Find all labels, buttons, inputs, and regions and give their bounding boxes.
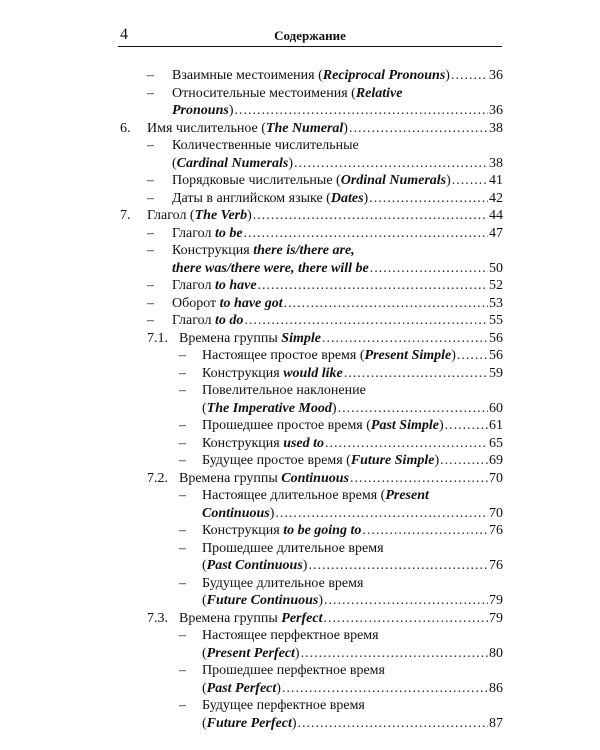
entry-text: Прошедшее длительное время bbox=[202, 540, 384, 556]
entry-title bbox=[202, 418, 444, 434]
entry-english-term: Past Perfect bbox=[206, 680, 277, 696]
entry-text-suffix: ) bbox=[228, 103, 234, 118]
entry-english-term: Future Continuous bbox=[206, 593, 319, 608]
entry-title bbox=[202, 698, 365, 714]
toc-entry[interactable] bbox=[172, 313, 503, 329]
dot-leader bbox=[338, 401, 488, 417]
entry-title bbox=[179, 331, 321, 347]
dot-leader bbox=[350, 471, 488, 487]
toc-entry[interactable] bbox=[202, 541, 503, 557]
entry-english-term: Simple bbox=[281, 330, 321, 346]
entry-text: Настоящее простое время ( bbox=[202, 348, 365, 363]
entry-text: Конструкция bbox=[202, 435, 284, 451]
entry-text: ( bbox=[202, 593, 207, 608]
section-number: 7. bbox=[120, 208, 131, 223]
entry-title bbox=[202, 523, 361, 539]
entry-text: Конструкция bbox=[172, 243, 254, 258]
entry-title bbox=[172, 86, 402, 102]
entry-text-suffix: ) bbox=[247, 208, 252, 223]
dash-marker: – bbox=[147, 68, 154, 83]
dash-marker: – bbox=[179, 418, 186, 433]
page-reference: 38 bbox=[489, 155, 503, 171]
entry-text: Настоящее перфектное время bbox=[202, 628, 379, 643]
dot-leader bbox=[370, 261, 488, 277]
entry-text: Порядковые числительные ( bbox=[172, 173, 341, 188]
entry-title bbox=[172, 103, 233, 119]
entry-english-term: The Verb bbox=[194, 208, 248, 223]
page-reference: 50 bbox=[489, 260, 503, 276]
toc-entry[interactable] bbox=[147, 208, 503, 224]
entry-title bbox=[172, 313, 243, 329]
page-reference: 56 bbox=[489, 330, 503, 346]
page-reference: 60 bbox=[489, 400, 503, 416]
dot-leader bbox=[344, 366, 488, 382]
entry-text: ( bbox=[202, 645, 207, 661]
dash-marker: – bbox=[179, 435, 186, 451]
toc-entry[interactable] bbox=[202, 698, 503, 714]
toc-entry[interactable] bbox=[202, 453, 503, 469]
entry-title bbox=[202, 383, 366, 399]
toc-entry[interactable] bbox=[179, 471, 503, 487]
entry-english-term: Continuous bbox=[281, 470, 349, 486]
toc-entry[interactable] bbox=[202, 663, 503, 679]
entry-english-term: to do bbox=[214, 313, 244, 328]
entry-text-suffix: ) bbox=[446, 173, 451, 188]
entry-text: Настоящее длительное время ( bbox=[202, 488, 386, 503]
toc-entry[interactable] bbox=[202, 681, 503, 697]
entry-english-term: Dates bbox=[330, 190, 364, 206]
toc-entry[interactable] bbox=[202, 523, 503, 539]
entry-text: Глагол ( bbox=[147, 208, 195, 223]
dot-leader bbox=[244, 226, 488, 242]
entry-text: Глагол bbox=[172, 313, 215, 328]
dash-marker: – bbox=[147, 85, 154, 101]
entry-text: Будущее простое время ( bbox=[202, 453, 351, 468]
entry-english-term: Future Perfect bbox=[206, 715, 292, 731]
page-reference: 36 bbox=[489, 103, 503, 118]
dot-leader bbox=[440, 453, 488, 469]
entry-english-term: to be bbox=[214, 225, 243, 241]
entry-text: ( bbox=[202, 715, 207, 731]
dash-marker: – bbox=[147, 225, 154, 241]
dot-leader bbox=[253, 208, 488, 224]
page-reference: 55 bbox=[489, 313, 503, 328]
dash-marker: – bbox=[179, 488, 186, 503]
dot-leader bbox=[275, 506, 488, 522]
toc-entry[interactable] bbox=[179, 611, 503, 627]
entry-text: Времена группы bbox=[179, 610, 282, 626]
entry-text: Относительные местоимения ( bbox=[172, 85, 356, 101]
entry-title bbox=[179, 611, 322, 627]
dash-marker: – bbox=[179, 575, 186, 591]
entry-title bbox=[202, 366, 343, 382]
entry-text: Даты в английском языке ( bbox=[172, 190, 331, 206]
entry-text: Повелительное наклонение bbox=[202, 383, 366, 398]
dash-marker: – bbox=[147, 295, 154, 311]
dash-marker: – bbox=[179, 540, 186, 556]
toc-entry[interactable] bbox=[202, 436, 503, 452]
toc-entry[interactable] bbox=[202, 576, 503, 592]
entry-title bbox=[172, 243, 355, 259]
page-reference: 59 bbox=[489, 365, 503, 381]
entry-text: ( bbox=[202, 680, 207, 696]
entry-english-term: there was/there were, there will be bbox=[172, 260, 369, 276]
toc-entry[interactable] bbox=[202, 348, 503, 364]
dash-marker: – bbox=[147, 173, 154, 188]
toc-entry[interactable] bbox=[202, 558, 503, 574]
entry-title bbox=[202, 453, 439, 469]
entry-title bbox=[202, 488, 429, 504]
entry-text: Конструкция bbox=[202, 523, 284, 538]
dash-marker: – bbox=[147, 278, 154, 293]
page-reference: 70 bbox=[489, 470, 503, 486]
entry-text-suffix: ) bbox=[451, 348, 456, 363]
dot-leader bbox=[298, 716, 489, 732]
entry-title bbox=[172, 278, 257, 294]
entry-title bbox=[147, 208, 252, 224]
entry-english-term: The Numeral bbox=[265, 120, 344, 136]
toc-entry[interactable] bbox=[202, 366, 503, 382]
toc-entry[interactable] bbox=[202, 401, 503, 417]
section-number: 7.3. bbox=[147, 610, 168, 626]
entry-title bbox=[202, 716, 297, 732]
entry-title bbox=[202, 348, 456, 364]
entry-text-suffix: ) bbox=[288, 155, 293, 171]
entry-english-term: Cardinal Numerals bbox=[176, 155, 289, 171]
running-title: Содержание bbox=[274, 28, 346, 43]
entry-text: Имя числительное ( bbox=[147, 120, 266, 136]
toc-entry[interactable] bbox=[172, 191, 503, 207]
toc-entry[interactable] bbox=[202, 646, 503, 662]
dot-leader bbox=[369, 191, 488, 207]
entry-text-suffix: ) bbox=[291, 715, 297, 731]
dot-leader bbox=[308, 558, 488, 574]
entry-title bbox=[179, 471, 349, 487]
dot-leader bbox=[282, 681, 488, 697]
entry-english-term: to have bbox=[214, 278, 257, 293]
toc-entry[interactable] bbox=[172, 103, 503, 119]
entry-text: Количественные числительные bbox=[172, 138, 359, 153]
entry-english-term: to be going to bbox=[283, 523, 362, 538]
entry-text: ( bbox=[202, 400, 207, 416]
dash-marker: – bbox=[179, 663, 186, 678]
dash-marker: – bbox=[179, 523, 186, 538]
dot-leader bbox=[325, 436, 488, 452]
page-reference: 47 bbox=[489, 225, 503, 241]
entry-text-suffix: ) bbox=[434, 453, 440, 468]
entry-english-term: Present Perfect bbox=[206, 645, 295, 661]
dot-leader bbox=[362, 523, 488, 539]
entry-text-suffix: ) bbox=[318, 593, 324, 608]
dot-leader bbox=[294, 156, 488, 172]
page-reference: 65 bbox=[489, 435, 503, 451]
toc-entry[interactable] bbox=[179, 331, 503, 347]
page-reference: 42 bbox=[489, 190, 503, 206]
dot-leader bbox=[301, 646, 488, 662]
page-reference: 36 bbox=[489, 68, 503, 83]
toc-entry[interactable] bbox=[147, 121, 503, 137]
dot-leader bbox=[457, 348, 488, 364]
toc-entry[interactable] bbox=[172, 86, 503, 102]
dash-marker: – bbox=[147, 313, 154, 328]
page-reference: 69 bbox=[489, 453, 503, 468]
toc-entry[interactable] bbox=[172, 173, 503, 189]
entry-text: Глагол bbox=[172, 225, 215, 241]
entry-title bbox=[202, 506, 274, 522]
entry-english-term: Continuous bbox=[202, 505, 270, 521]
entry-english-term: Ordinal Numerals bbox=[340, 173, 447, 188]
page-reference: 52 bbox=[489, 278, 503, 293]
entry-text: ( bbox=[202, 558, 207, 573]
toc-entry[interactable] bbox=[202, 628, 503, 644]
dash-marker: – bbox=[147, 138, 154, 153]
toc-entry[interactable] bbox=[172, 296, 503, 312]
entry-text: Времена группы bbox=[179, 330, 282, 346]
section-number: 6. bbox=[120, 120, 131, 136]
entry-text-suffix: ) bbox=[294, 645, 300, 661]
page-reference: 38 bbox=[489, 120, 503, 136]
dash-marker: – bbox=[179, 698, 186, 713]
entry-title bbox=[202, 401, 337, 417]
entry-title bbox=[147, 121, 348, 137]
toc-entry[interactable] bbox=[202, 593, 503, 609]
dot-leader bbox=[322, 331, 488, 347]
entry-english-term: Future Simple bbox=[350, 453, 435, 468]
entry-title bbox=[172, 261, 369, 277]
entry-text-suffix: ) bbox=[331, 400, 337, 416]
entry-title bbox=[172, 191, 368, 207]
toc-entry[interactable] bbox=[172, 226, 503, 242]
entry-english-term: would like bbox=[283, 365, 343, 381]
toc-entry[interactable] bbox=[202, 716, 503, 732]
page-reference: 44 bbox=[489, 208, 503, 223]
toc-entry[interactable] bbox=[172, 243, 503, 259]
dash-marker: – bbox=[179, 365, 186, 381]
toc-entry[interactable] bbox=[202, 488, 503, 504]
page-number: 4 bbox=[120, 26, 128, 43]
dot-leader bbox=[445, 418, 488, 434]
toc-entry[interactable] bbox=[172, 278, 503, 294]
page-reference: 61 bbox=[489, 418, 503, 433]
page-reference: 76 bbox=[489, 558, 503, 573]
entry-text: Оборот bbox=[172, 295, 220, 311]
entry-english-term: The Imperative Mood bbox=[206, 400, 332, 416]
entry-title bbox=[202, 558, 307, 574]
dash-marker: – bbox=[179, 383, 186, 398]
entry-title bbox=[172, 173, 451, 189]
entry-english-term: Present Simple bbox=[364, 348, 452, 363]
entry-title bbox=[202, 663, 385, 679]
entry-text: Прошедшее простое время ( bbox=[202, 418, 371, 433]
entry-text: Будущее перфектное время bbox=[202, 698, 365, 713]
dot-leader bbox=[244, 313, 488, 329]
entry-text-suffix: ) bbox=[269, 505, 275, 521]
entry-title bbox=[172, 68, 450, 84]
toc-entry[interactable] bbox=[172, 156, 503, 172]
page-reference: 79 bbox=[489, 593, 503, 608]
dot-leader bbox=[234, 103, 488, 119]
page-reference: 79 bbox=[489, 610, 503, 626]
entry-text: Времена группы bbox=[179, 470, 282, 486]
dot-leader bbox=[324, 593, 488, 609]
dash-marker: – bbox=[179, 453, 186, 468]
entry-text: Прошедшее перфектное время bbox=[202, 663, 385, 678]
page-reference: 80 bbox=[489, 645, 503, 661]
entry-text-suffix: ) bbox=[363, 190, 369, 206]
entry-title bbox=[202, 576, 363, 592]
entry-title bbox=[172, 226, 243, 242]
toc-entry[interactable] bbox=[202, 418, 503, 434]
entry-text-suffix: ) bbox=[276, 680, 281, 696]
entry-title bbox=[202, 436, 324, 452]
entry-text: Конструкция bbox=[202, 365, 284, 381]
entry-text-suffix: ) bbox=[438, 418, 444, 433]
entry-english-term: Perfect bbox=[281, 610, 323, 626]
page-reference: 70 bbox=[489, 505, 503, 521]
toc-entry[interactable] bbox=[172, 68, 503, 84]
entry-text-suffix: ) bbox=[302, 558, 308, 573]
entry-title bbox=[202, 681, 281, 697]
entry-english-term: Past Continuous bbox=[206, 558, 303, 573]
page-reference: 76 bbox=[489, 523, 503, 538]
entry-english-term: to have got bbox=[219, 295, 283, 311]
dash-marker: – bbox=[147, 190, 154, 206]
entry-english-term: Reciprocal Pronouns bbox=[322, 68, 446, 83]
entry-title bbox=[202, 541, 384, 557]
toc-entry[interactable] bbox=[172, 261, 503, 277]
entry-text-suffix: ) bbox=[445, 68, 450, 83]
page-reference: 41 bbox=[489, 173, 503, 188]
entry-text: Глагол bbox=[172, 278, 215, 293]
toc-entry[interactable] bbox=[202, 383, 503, 399]
entry-text: ( bbox=[172, 155, 177, 171]
entry-english-term: Pronouns bbox=[172, 103, 229, 118]
page-reference: 86 bbox=[489, 680, 503, 696]
entry-english-term: Relative bbox=[355, 85, 403, 101]
dot-leader bbox=[323, 611, 488, 627]
dash-marker: – bbox=[147, 243, 154, 258]
entry-text: Взаимные местоимения ( bbox=[172, 68, 323, 83]
entry-english-term: Past Simple bbox=[370, 418, 439, 433]
entry-title bbox=[172, 296, 283, 312]
page-reference: 87 bbox=[489, 715, 503, 731]
entry-text-suffix: ) bbox=[343, 120, 348, 136]
section-number: 7.2. bbox=[147, 470, 168, 486]
entry-english-term: there is/there are, bbox=[253, 243, 355, 258]
page-reference: 53 bbox=[489, 295, 503, 311]
dot-leader bbox=[349, 121, 488, 137]
dot-leader bbox=[451, 68, 488, 84]
toc-entry[interactable] bbox=[202, 506, 503, 522]
entry-title bbox=[172, 156, 293, 172]
entry-title bbox=[202, 646, 300, 662]
toc-entry[interactable] bbox=[172, 138, 503, 154]
dash-marker: – bbox=[179, 348, 186, 363]
dot-leader bbox=[452, 173, 488, 189]
dash-marker: – bbox=[179, 628, 186, 643]
entry-text: Будущее длительное время bbox=[202, 575, 364, 591]
entry-english-term: Present bbox=[385, 488, 429, 503]
dot-leader bbox=[284, 296, 488, 312]
entry-title bbox=[202, 593, 323, 609]
entry-title bbox=[202, 628, 379, 644]
page-reference: 56 bbox=[489, 348, 503, 363]
dot-leader bbox=[258, 278, 488, 294]
entry-english-term: used to bbox=[283, 435, 325, 451]
entry-title bbox=[172, 138, 359, 154]
section-number: 7.1. bbox=[147, 330, 168, 346]
